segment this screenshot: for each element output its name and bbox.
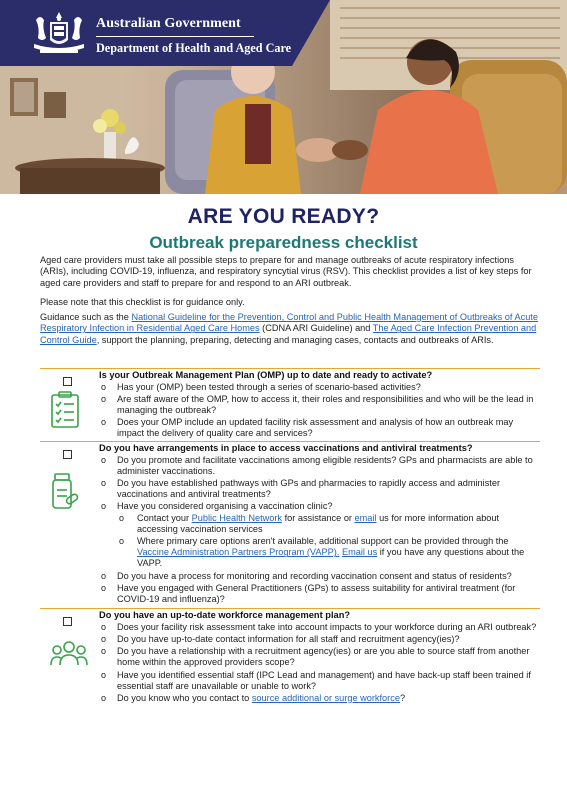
email-link[interactable]: email: [354, 513, 377, 524]
guidance-text: (CDNA ARI Guideline) and: [259, 323, 373, 334]
list-item: o Do you have a relationship with a recruitment agency(ies) or are you able to source staff from another home within the approved providers scope?: [99, 646, 540, 668]
email-us-link[interactable]: Email us: [341, 547, 378, 558]
question-list: [99, 455, 540, 606]
checklist-icon: [50, 391, 80, 429]
checkbox[interactable]: [63, 377, 72, 386]
list-item-text: Do you know who you contact to: [117, 692, 252, 703]
public-health-network-link[interactable]: Public Health Network: [191, 513, 283, 524]
sub-item-text: us for more information about accessing vaccination services: [137, 513, 500, 535]
question-list: [99, 622, 540, 705]
guidance-text: Guidance such as the: [40, 312, 132, 322]
section-outbreak-plan: [40, 368, 540, 440]
page-subtitle: Outbreak preparedness checklist: [149, 233, 418, 252]
guidance-note: Please note that this checklist is for guidance only.: [40, 297, 245, 307]
section-heading: Do you have an up-to-date workforce management plan?: [99, 610, 351, 620]
section-workforce: [40, 608, 540, 720]
hero-photo: [0, 0, 567, 194]
sub-list: [117, 513, 540, 569]
cdna-guideline-link[interactable]: National Guideline for the Prevention, Control and Public Health Management of Outbreaks of Acute Respiratory Infection in Residential Aged Care Homes: [40, 312, 538, 334]
sub-item-text: for assistance or: [282, 513, 355, 524]
section-vaccinations: [40, 441, 540, 608]
section-heading: Do you have arrangements in place to access vaccinations and antiviral treatments?: [99, 443, 473, 453]
list-item: o Have you engaged with General Practitioners (GPs) to assess suitability for antiviral treatment (for COVID-19 and influenza)?: [99, 583, 540, 605]
list-item: o Do you have established pathways with GPs and pharmacies to rapidly access and administer vaccinations and antiviral treatments?: [99, 478, 540, 500]
question-list: [99, 382, 540, 441]
government-name: Australian Government: [96, 16, 241, 31]
list-item: o Are staff aware of the OMP, how to access it, their roles and responsibilities and who will be the lead in managing the outbreak?: [99, 394, 540, 416]
coat-of-arms-icon: [30, 10, 88, 56]
checkbox[interactable]: [63, 450, 72, 459]
list-item: [99, 501, 540, 569]
list-item: o Does your facility risk assessment take into account impacts to your workforce during an ARI outbreak?: [99, 622, 540, 633]
list-item-text: ?: [399, 692, 406, 703]
banner-divider: [96, 36, 254, 37]
sub-item-text: Where primary care options aren't available, additional support can be provided through the: [137, 536, 509, 547]
sub-item-text: if you have any questions about the VAPP.: [137, 547, 525, 569]
list-item: o Do you have a process for monitoring and recording vaccination consent and status of residents?: [99, 571, 540, 582]
surge-workforce-link[interactable]: source additional or surge workforce: [251, 692, 400, 703]
page-title: ARE YOU READY?: [187, 205, 380, 228]
medicine-icon: [50, 472, 80, 512]
government-banner: [0, 0, 292, 66]
workforce-group-icon: [50, 639, 88, 667]
list-item: o Do you have up-to-date contact information for all staff and recruitment agency(ies)?: [99, 634, 540, 645]
guidance-references: [40, 312, 540, 346]
vapp-link[interactable]: Vaccine Administration Partners Program (VAPP).: [137, 547, 340, 558]
intro-paragraph: Aged care providers must take all possible steps to prepare for and manage outbreaks of acute respiratory infections (ARIs), including COVID-19, influenza, and respiratory syncytial virus (RSV). This checklist provides a list of key steps for aged care providers and staff to prepare for and respond to an ARI outbreak.: [40, 255, 532, 288]
list-item: o Have you identified essential staff (IPC Lead and management) and have back-up staff been trained if essential staff are unavailable or unable to work?: [99, 670, 540, 692]
sub-item-text: Contact your: [137, 513, 192, 524]
list-item-text: Have you considered organising a vaccination clinic?: [117, 501, 333, 512]
checkbox[interactable]: [63, 617, 72, 626]
list-item: [99, 693, 540, 704]
department-name: Department of Health and Aged Care: [96, 41, 292, 55]
list-item: o Do you promote and facilitate vaccinations among eligible residents? GPs and pharmacists are able to administer vaccinations.: [99, 455, 540, 477]
guidance-text: , support the planning, preparing, detecting and managing cases, contacts and outbreaks of ARIs.: [96, 334, 494, 345]
sub-list-item: [117, 536, 540, 569]
sub-list-item: [117, 513, 540, 535]
list-item: o Does your OMP include an updated facility risk assessment and analysis of how an outbreak may impact the delivery of quality care and services?: [99, 417, 540, 439]
list-item: o Has your (OMP) been tested through a series of scenario-based activities?: [99, 382, 540, 393]
ipc-guide-link[interactable]: The Aged Care Infection Prevention and Control Guide: [40, 323, 537, 345]
section-heading: Is your Outbreak Management Plan (OMP) up to date and ready to activate?: [99, 370, 433, 380]
